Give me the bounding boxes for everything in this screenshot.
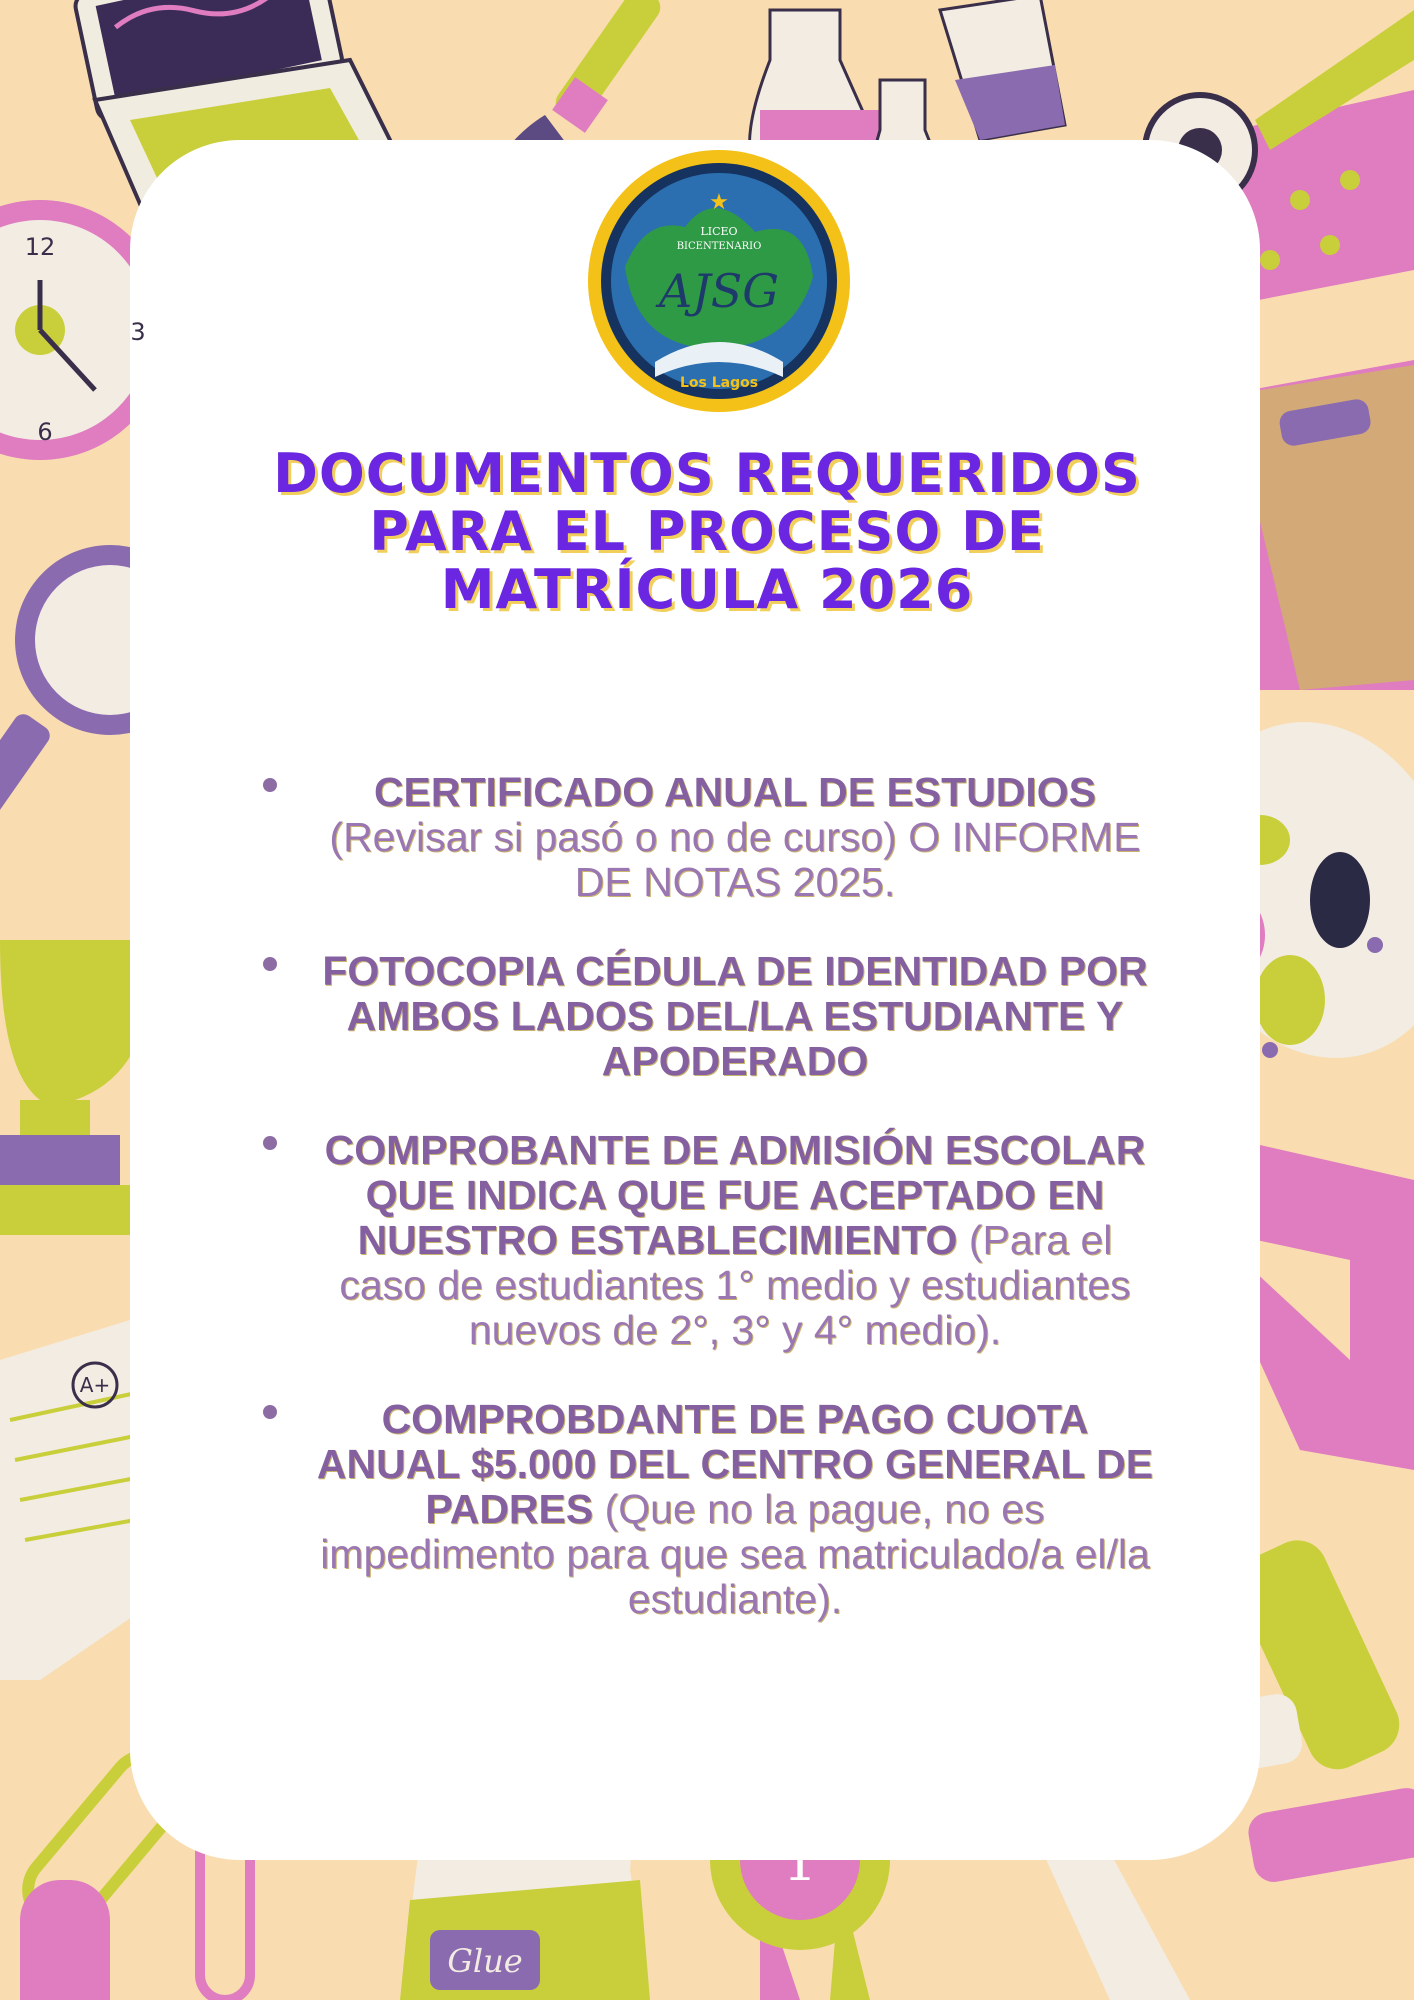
bullet-dot [263,957,277,971]
title-line-3: MATRÍCULA 2026 [440,558,974,621]
crest-place: Los Lagos [679,375,759,391]
crest-line2: BICENTENARIO [676,241,762,252]
glue-label: Glue [447,1942,523,1980]
medal-number: 1 [782,1830,818,1893]
clock-number-3: 3 [130,318,146,346]
crest-line1: LICEO [700,225,738,238]
document-item-3 [255,1128,1160,1353]
title-line-2: PARA EL PROCESO DE [369,500,1045,563]
required-documents-list [255,770,1160,1666]
clock-number-12: 12 [24,233,56,261]
bullet-dot [263,1136,277,1150]
document-item-4 [255,1397,1160,1622]
crest-monogram: AJSG [659,264,779,318]
document-item-2 [255,949,1160,1084]
document-note: (Para el caso de estudiantes 1° medio y estudiantes nuevos de 2°, 3° y 4° medio). [339,1217,1131,1353]
crest-star: ★ [709,190,729,215]
document-note: (Que no la pague, no es impedimento para que sea matriculado/a el/la estudiante). [320,1486,1150,1622]
document-item-1 [255,770,1160,905]
paper-grade: A+ [79,1373,111,1397]
school-crest-logo [585,147,853,415]
document-name: FOTOCOPIA CÉDULA DE IDENTIDAD POR AMBOS LADOS DEL/LA ESTUDIANTE Y APODERADO [322,948,1148,1084]
document-name: CERTIFICADO ANUAL DE ESTUDIOS [373,769,1097,815]
document-name: COMPROBANTE DE ADMISIÓN ESCOLAR QUE INDICA QUE FUE ACEPTADO EN NUESTRO ESTABLECIMIENTO [324,1127,1146,1263]
title-line-1: DOCUMENTOS REQUERIDOS [273,442,1141,505]
clock-number-6: 6 [37,418,53,446]
bullet-dot [263,1405,277,1419]
document-name: COMPROBDANTE DE PAGO CUOTA ANUAL $5.000 DEL CENTRO GENERAL DE PADRES [316,1396,1154,1532]
bullet-dot [263,778,277,792]
document-note: (Revisar si pasó o no de curso) O INFORME DE NOTAS 2025. [329,814,1141,905]
page-title [240,442,1174,621]
